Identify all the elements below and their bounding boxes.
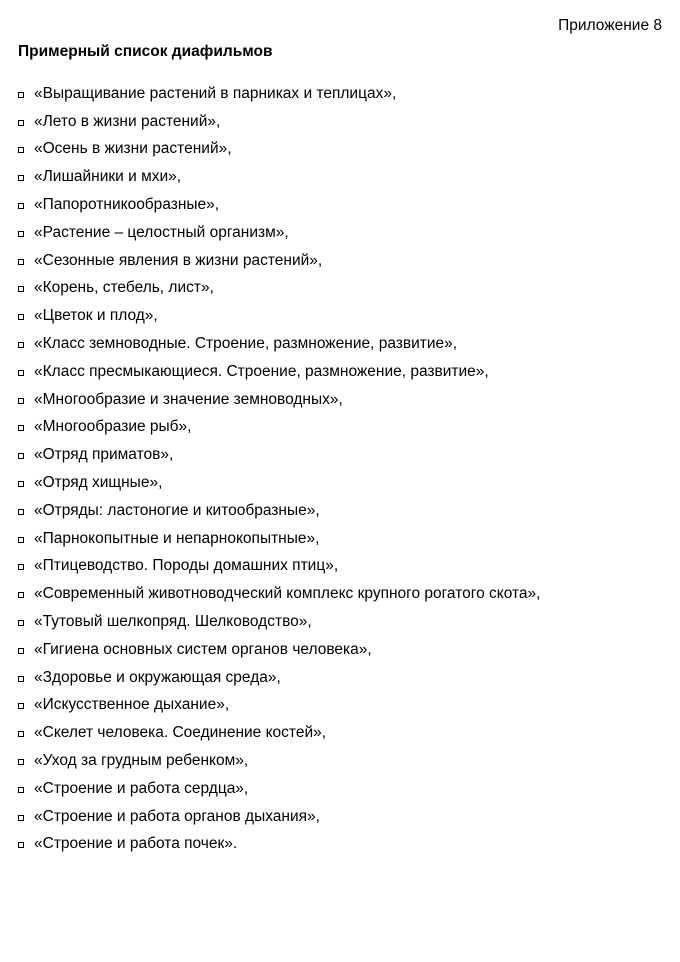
list-item-text: «Искусственное дыхание»,: [34, 696, 230, 714]
square-bullet-icon: [18, 425, 24, 431]
list-item: [18, 358, 540, 386]
list-item: [18, 163, 540, 191]
square-bullet-icon: [18, 481, 24, 487]
square-bullet-icon: [18, 92, 24, 98]
square-bullet-icon: [18, 592, 24, 598]
list-item-text: «Тутовый шелкопряд. Шелководство»,: [34, 613, 312, 631]
appendix-label: Приложение 8: [558, 17, 662, 34]
list-item-text: «Гигиена основных систем органов человека»,: [34, 640, 372, 658]
square-bullet-icon: [18, 564, 24, 570]
square-bullet-icon: [18, 231, 24, 237]
square-bullet-icon: [18, 286, 24, 292]
list-item-text: «Здоровье и окружающая среда»,: [34, 668, 281, 686]
list-item-text: «Скелет человека. Соединение костей»,: [34, 724, 327, 742]
square-bullet-icon: [18, 703, 24, 709]
list-item-text: «Отряд приматов»,: [34, 446, 174, 464]
list-item: [18, 302, 540, 330]
list-item: [18, 191, 540, 219]
list-item: [18, 275, 540, 303]
square-bullet-icon: [18, 815, 24, 821]
filmstrip-list: [18, 80, 540, 858]
list-item: [18, 719, 540, 747]
square-bullet-icon: [18, 648, 24, 654]
list-item: [18, 386, 540, 414]
list-item-text: «Многообразие рыб»,: [34, 418, 192, 436]
list-item: [18, 247, 540, 275]
list-item-text: «Отряд хищные»,: [34, 474, 163, 492]
list-item: [18, 441, 540, 469]
list-item: [18, 497, 540, 525]
list-item-text: «Многообразие и значение земноводных»,: [34, 390, 343, 408]
list-item-text: «Класс земноводные. Строение, размножение, развитие»,: [34, 335, 458, 353]
square-bullet-icon: [18, 175, 24, 181]
list-item: [18, 580, 540, 608]
list-item: [18, 803, 540, 831]
list-item: [18, 469, 540, 497]
list-item: [18, 80, 540, 108]
list-item: [18, 525, 540, 553]
square-bullet-icon: [18, 120, 24, 126]
list-item: [18, 775, 540, 803]
page-title: Примерный список диафильмов: [18, 43, 273, 60]
list-item-text: «Сезонные явления в жизни растений»,: [34, 251, 323, 269]
list-item: [18, 664, 540, 692]
square-bullet-icon: [18, 509, 24, 515]
list-item: [18, 636, 540, 664]
list-item-text: «Строение и работа органов дыхания»,: [34, 807, 320, 825]
square-bullet-icon: [18, 314, 24, 320]
list-item-text: «Лето в жизни растений»,: [34, 112, 221, 130]
square-bullet-icon: [18, 620, 24, 626]
list-item: [18, 692, 540, 720]
square-bullet-icon: [18, 453, 24, 459]
list-item: [18, 553, 540, 581]
list-item-text: «Отряды: ластоногие и китообразные»,: [34, 501, 320, 519]
list-item-text: «Птицеводство. Породы домашних птиц»,: [34, 557, 339, 575]
list-item-text: «Современный животноводческий комплекс крупного рогатого скота»,: [34, 585, 541, 603]
square-bullet-icon: [18, 731, 24, 737]
list-item: [18, 747, 540, 775]
square-bullet-icon: [18, 147, 24, 153]
square-bullet-icon: [18, 787, 24, 793]
list-item-text: «Растение – целостный организм»,: [34, 223, 289, 241]
list-item: [18, 136, 540, 164]
list-item: [18, 219, 540, 247]
list-item-text: «Уход за грудным ребенком»,: [34, 752, 249, 770]
square-bullet-icon: [18, 370, 24, 376]
list-item-text: «Лишайники и мхи»,: [34, 168, 182, 186]
list-item-text: «Выращивание растений в парниках и теплицах»,: [34, 84, 397, 102]
list-item-text: «Парнокопытные и непарнокопытные»,: [34, 529, 320, 547]
square-bullet-icon: [18, 537, 24, 543]
square-bullet-icon: [18, 759, 24, 765]
list-item: [18, 831, 540, 859]
list-item-text: «Осень в жизни растений»,: [34, 140, 232, 158]
square-bullet-icon: [18, 203, 24, 209]
list-item-text: «Папоротникообразные»,: [34, 196, 220, 214]
list-item: [18, 108, 540, 136]
list-item-text: «Строение и работа сердца»,: [34, 779, 249, 797]
square-bullet-icon: [18, 398, 24, 404]
square-bullet-icon: [18, 842, 24, 848]
list-item: [18, 330, 540, 358]
square-bullet-icon: [18, 259, 24, 265]
list-item-text: «Цветок и плод»,: [34, 307, 158, 325]
square-bullet-icon: [18, 676, 24, 682]
list-item: [18, 608, 540, 636]
square-bullet-icon: [18, 342, 24, 348]
list-item: [18, 414, 540, 442]
list-item-text: «Класс пресмыкающиеся. Строение, размножение, развитие»,: [34, 362, 489, 380]
list-item-text: «Строение и работа почек».: [34, 835, 238, 853]
list-item-text: «Корень, стебель, лист»,: [34, 279, 214, 297]
